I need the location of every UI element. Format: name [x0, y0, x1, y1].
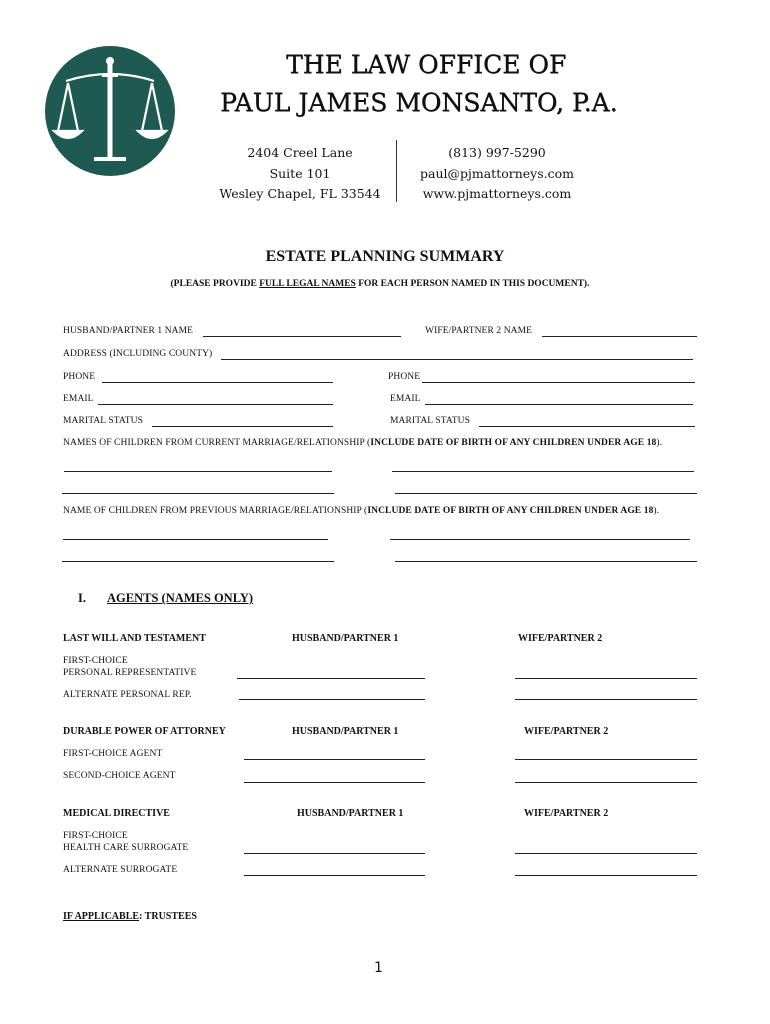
- will-alt-husband-field[interactable]: [239, 699, 425, 700]
- trustees-if-applicable: IF APPLICABLE: [63, 911, 140, 922]
- children-current-end: ).: [656, 438, 663, 448]
- medical-row1-label-a: FIRST-CHOICE: [63, 831, 128, 841]
- husband-phone-field[interactable]: [102, 382, 333, 383]
- poa-first-husband-field[interactable]: [244, 759, 425, 760]
- document-title: ESTATE PLANNING SUMMARY: [265, 248, 505, 265]
- wife-marital-field[interactable]: [479, 426, 695, 427]
- poa-first-wife-field[interactable]: [515, 759, 697, 760]
- will-col-husband: HUSBAND/PARTNER 1: [292, 633, 399, 644]
- child-current-field-4[interactable]: [395, 493, 697, 494]
- contact-email[interactable]: paul@pjmattorneys.com: [419, 165, 574, 181]
- child-previous-field-1[interactable]: [63, 539, 328, 540]
- section-title: AGENTS (NAMES ONLY): [107, 591, 254, 605]
- section-number: I.: [78, 591, 86, 605]
- medical-first-husband-field[interactable]: [244, 853, 425, 854]
- wife-name-field[interactable]: [542, 336, 697, 337]
- will-row1-label-a: FIRST-CHOICE: [63, 656, 128, 666]
- poa-col-wife: WIFE/PARTNER 2: [524, 726, 609, 737]
- wife-phone-field[interactable]: [422, 382, 695, 383]
- will-row2-label: ALTERNATE PERSONAL REP.: [63, 690, 192, 700]
- medical-first-wife-field[interactable]: [515, 853, 697, 854]
- scales-of-justice-icon: [44, 45, 176, 177]
- poa-second-wife-field[interactable]: [515, 782, 697, 783]
- child-previous-field-3[interactable]: [62, 561, 334, 562]
- children-previous-bold: INCLUDE DATE OF BIRTH OF ANY CHILDREN UNDER AGE 18: [367, 506, 654, 516]
- children-previous-label: [63, 506, 659, 516]
- document-subtitle: [0, 279, 760, 289]
- wife-name-label: WIFE/PARTNER 2 NAME: [425, 326, 533, 336]
- firm-contact: [397, 143, 597, 205]
- medical-col-husband: HUSBAND/PARTNER 1: [297, 808, 404, 819]
- children-current-text: NAMES OF CHILDREN FROM CURRENT MARRIAGE/RELATIONSHIP (: [63, 438, 371, 448]
- will-pr-husband-field[interactable]: [237, 678, 425, 679]
- contact-website[interactable]: www.pjmattorneys.com: [422, 186, 572, 201]
- medical-alt-husband-field[interactable]: [244, 875, 425, 876]
- husband-phone-label: PHONE: [63, 372, 96, 382]
- address-suite: Suite 101: [269, 165, 331, 181]
- husband-name-label: HUSBAND/PARTNER 1 NAME: [63, 326, 194, 336]
- poa-row2-label: SECOND-CHOICE AGENT: [63, 771, 176, 781]
- address-label: ADDRESS (INCLUDING COUNTY): [63, 349, 213, 359]
- poa-row1-label: FIRST-CHOICE AGENT: [63, 749, 163, 759]
- wife-marital-label: MARITAL STATUS: [390, 416, 471, 426]
- child-previous-field-2[interactable]: [390, 539, 690, 540]
- children-previous-text: NAME OF CHILDREN FROM PREVIOUS MARRIAGE/RELATIONSHIP (: [63, 506, 368, 516]
- child-current-field-3[interactable]: [62, 493, 334, 494]
- child-current-field-1[interactable]: [64, 471, 332, 472]
- address-city: Wesley Chapel, FL 33544: [219, 186, 381, 201]
- husband-email-field[interactable]: [98, 404, 333, 405]
- medical-alt-wife-field[interactable]: [515, 875, 697, 876]
- trustees-heading: [63, 911, 197, 922]
- poa-second-husband-field[interactable]: [244, 782, 425, 783]
- husband-marital-label: MARITAL STATUS: [63, 416, 144, 426]
- child-previous-field-4[interactable]: [395, 561, 697, 562]
- children-current-label: [63, 438, 662, 448]
- page-number: 1: [374, 960, 383, 976]
- husband-name-field[interactable]: [203, 336, 401, 337]
- will-col-wife: WIFE/PARTNER 2: [518, 633, 603, 644]
- poa-heading: DURABLE POWER OF ATTORNEY: [63, 726, 226, 737]
- husband-email-label: EMAIL: [63, 394, 94, 404]
- address-street: 2404 Creel Lane: [247, 145, 353, 160]
- medical-row2-label: ALTERNATE SURROGATE: [63, 865, 178, 875]
- medical-heading: MEDICAL DIRECTIVE: [63, 808, 170, 819]
- child-current-field-2[interactable]: [392, 471, 694, 472]
- contact-phone: (813) 997-5290: [448, 145, 546, 160]
- wife-email-label: EMAIL: [390, 394, 421, 404]
- trustees-label: : TRUSTEES: [139, 911, 197, 922]
- subtitle-before: (PLEASE PROVIDE: [170, 279, 260, 289]
- subtitle-underlined: FULL LEGAL NAMES: [259, 279, 356, 289]
- medical-row1-label-b: HEALTH CARE SURROGATE: [63, 843, 189, 853]
- medical-col-wife: WIFE/PARTNER 2: [524, 808, 609, 819]
- wife-phone-label: PHONE: [388, 372, 421, 382]
- firm-logo: [44, 45, 176, 177]
- address-field[interactable]: [221, 359, 693, 360]
- wife-email-field[interactable]: [425, 404, 693, 405]
- husband-marital-field[interactable]: [152, 426, 333, 427]
- will-row1-label-b: PERSONAL REPRESENTATIVE: [63, 668, 197, 678]
- poa-col-husband: HUSBAND/PARTNER 1: [292, 726, 399, 737]
- children-current-bold: INCLUDE DATE OF BIRTH OF ANY CHILDREN UNDER AGE 18: [370, 438, 657, 448]
- will-heading: LAST WILL AND TESTAMENT: [63, 633, 206, 644]
- firm-address: [200, 143, 400, 205]
- children-previous-end: ).: [653, 506, 660, 516]
- will-alt-wife-field[interactable]: [515, 699, 697, 700]
- firm-name-line1: THE LAW OFFICE OF: [286, 50, 567, 79]
- will-pr-wife-field[interactable]: [515, 678, 697, 679]
- firm-name-line2: PAUL JAMES MONSANTO, P.A.: [220, 88, 618, 117]
- subtitle-after: FOR EACH PERSON NAMED IN THIS DOCUMENT).: [355, 279, 590, 289]
